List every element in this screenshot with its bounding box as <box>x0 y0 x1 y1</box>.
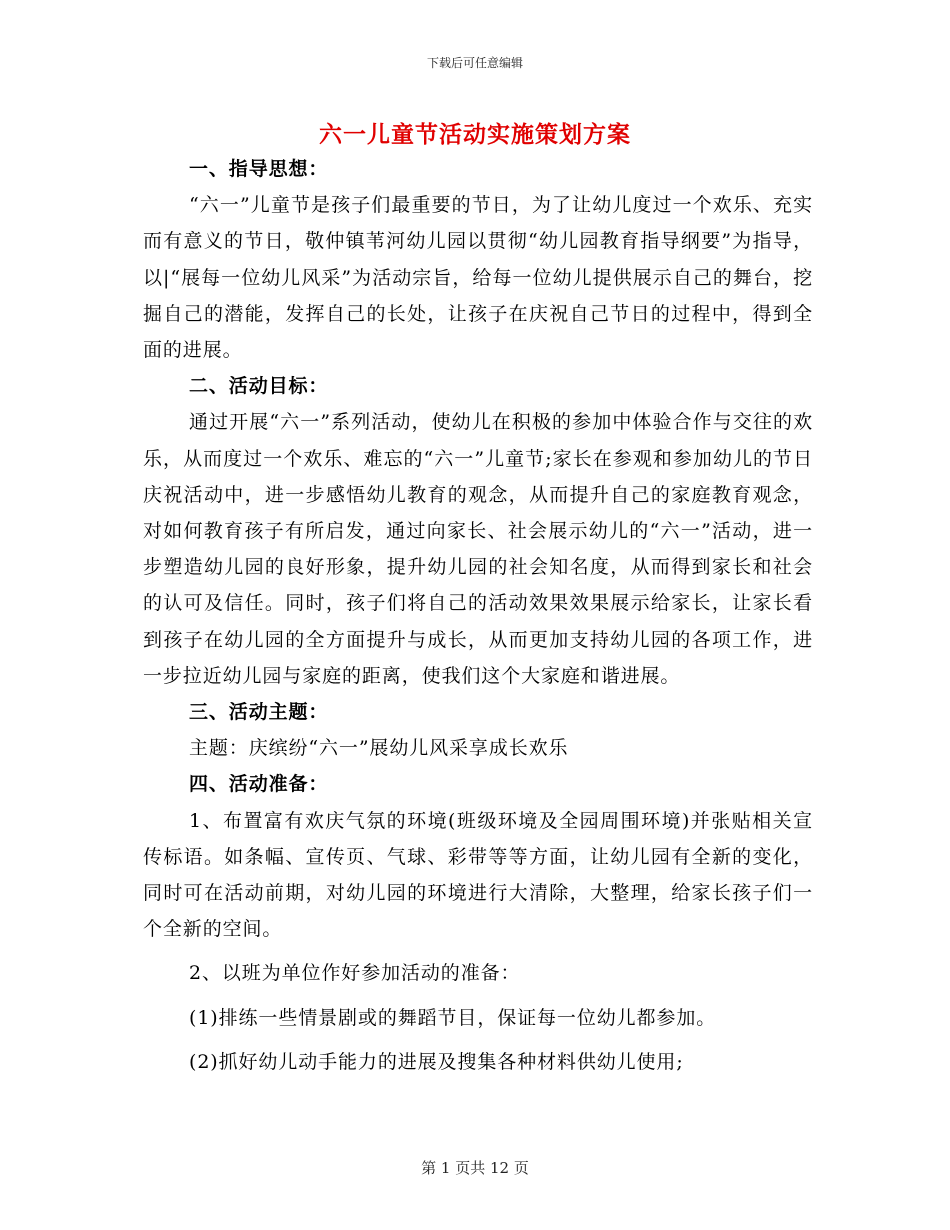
paragraph-activity-goals: 通过开展“六一”系列活动，使幼儿在积极的参加中体验合作与交往的欢乐，从而度过一个欢乐、难忘的“六一”儿童节;家长在参观和参加幼儿的节日庆祝活动中，进一步感悟幼儿教育的观念，从而提升自己的家庭教育观念，对如何教育孩子有所启发，通过向家长、社会展示幼儿的“六一”活动，进一步塑造幼儿园的良好形象，提升幼儿园的社会知名度，从而得到家长和社会的认可及信任。同时，孩子们将自己的活动效果效果展示给家长，让家长看到孩子在幼儿园的全方面提升与成长，从而更加支持幼儿园的各项工作，进一步拉近幼儿园与家庭的距离，使我们这个大家庭和谐进展。 <box>143 411 813 687</box>
paragraph-preparation-1: 1、布置富有欢庆气氛的环境(班级环境及全园周围环境)并张贴相关宣传标语。如条幅、宣传页、气球、彩带等等方面，让幼儿园有全新的变化，同时可在活动前期，对幼儿园的环境进行大清除，大整理，给家长孩子们一个全新的空间。 <box>143 809 813 941</box>
document-body <box>143 151 813 1080</box>
section-heading-activity-preparation: 四、活动准备： <box>189 773 329 796</box>
document-title: 六一儿童节活动实施策划方案 <box>319 121 631 148</box>
section-heading-guiding-thought: 一、指导思想： <box>189 158 329 180</box>
section-heading-activity-goals: 二、活动目标： <box>189 375 329 398</box>
paragraph-preparation-2: 2、以班为单位作好参加活动的准备： <box>189 962 521 985</box>
list-item-preparation-2: (2)抓好幼儿动手能力的进展及搜集各种材料供幼儿使用; <box>189 1050 684 1073</box>
paragraph-guiding-thought: “六一”儿童节是孩子们最重要的节日，为了让幼儿度过一个欢乐、充实而有意义的节日，敬仲镇苇河幼儿园以贯彻“幼儿园教育指导纲要”为指导，以|“展每一位幼儿风采”为活动宗旨，给每一位幼儿提供展示自己的舞台，挖掘自己的潜能，发挥自己的长处，让孩子在庆祝自己节日的过程中，得到全面的进展。 <box>143 194 813 362</box>
page-footer: 第 1 页共 12 页 <box>421 1159 529 1177</box>
paragraph-activity-theme: 主题：庆缤纷“六一”展幼儿风采享成长欢乐 <box>189 737 569 760</box>
header-note: 下载后可任意编辑 <box>426 56 523 70</box>
list-item-preparation-1: (1)排练一些情景剧或的舞蹈节目，保证每一位幼儿都参加。 <box>189 1006 717 1029</box>
section-heading-activity-theme: 三、活动主题： <box>189 701 329 724</box>
